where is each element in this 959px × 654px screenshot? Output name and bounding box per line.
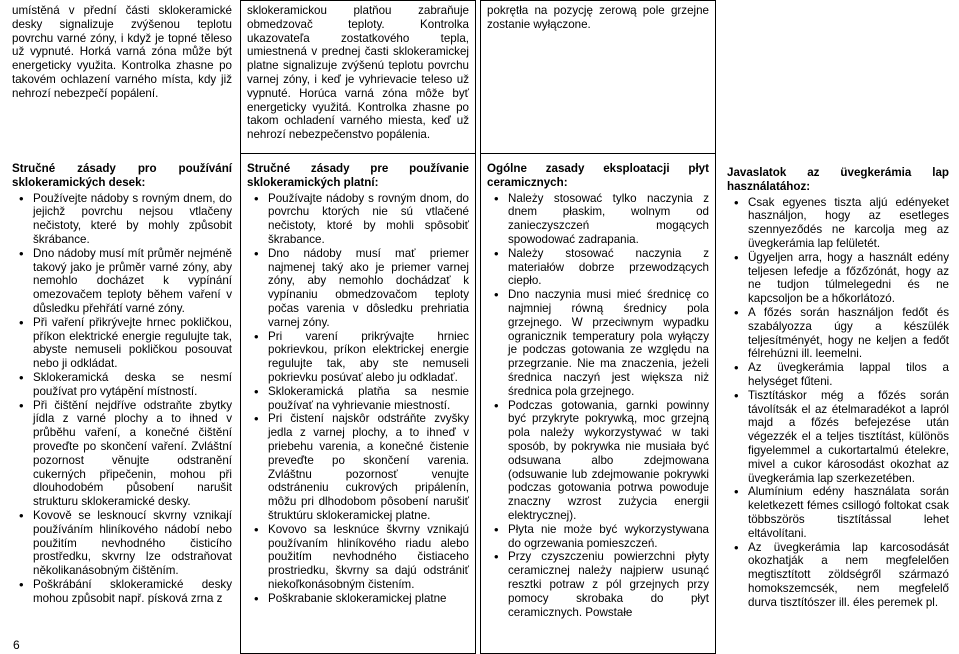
list-item: • Dno nádoby musí mít průměr nejméně takový jako je průměr varné zóny, aby nemohlo docházet k vypínání omezovačem teploty během vaření v důsledku přehřátí varné zóny. [33, 247, 232, 316]
list-item: • Podczas gotowania, garnki powinny być przykryte pokrywką, moc grzejną pola należy wykorzystywać w taki sposób, by pokrywka nie musiała być odsuwana albo zdejmowana (odsuwanie lub zdejmowanie pokrywki podczas gotowania potrwa powoduje znaczny wzrost zużycia energii elektrycznej). [508, 399, 709, 523]
list-item: • Pri čistení najskôr odstráňte zvyšky jedla z varnej plochy, a to ihneď v priebehu varenia, a konečné čistenie preveďte po skončení varenia. Zvláštnu pozornosť venujte odstráneniu cukrových pripálenín, môžu pri dlhodobom pôsobení narušiť štruktúru sklokeramickej platne. [268, 412, 469, 522]
list-item: • Az üvegkerámia lappal tilos a helységet fűteni. [748, 361, 949, 389]
czech-intro-text: umístěná v přední části sklokeramické desky signalizuje zvýšenou teplotu povrchu varné zóny, i když je topné těleso už vypnuté. Horká varná zóna může být energeticky využita. Kontrolka zhasne po takovém ochlazení varného místa, kdy již nehrozí nebezpečí popálení. [12, 4, 232, 100]
page-number: 6 [13, 638, 20, 652]
slovak-heading: Stručné zásady pre používanie sklokeramických platní: [247, 162, 469, 189]
list-item: • Az üvegkerámia lap karcosodását okozhatják a nem megfelelően megtisztított zöldségről származó homokszemcsék, nem megfelelő durva tisztítószer ill. éles peremek pl. [748, 541, 949, 610]
list-item: • Dno nádoby musí mať priemer najmenej taký ako je priemer varnej zóny, aby nemohlo dochádzať k vypínaniu obmedzovačom teploty počas varenia v dôsledku prehriatia varnej zóny. [268, 247, 469, 330]
polish-intro-text: pokrętła na pozycję zerową pole grzejne zostanie wyłączone. [487, 4, 709, 31]
list-item: • Ügyeljen arra, hogy a használt edény teljesen lefedje a főzőzónát, hogy az ne tudjon túlmelegedni és ne kapcsoljon be a hőkorlátozó. [748, 251, 949, 306]
slovak-list [247, 192, 469, 606]
list-item: • Sklokeramická deska se nesmí používat pro vytápění místností. [33, 371, 232, 399]
list-item: • Používejte nádoby s rovným dnem, do jejichž povrchu nejsou vtlačeny nečistoty, které by mohly způsobit škrábance. [33, 192, 232, 247]
polish-heading: Ogólne zasady eksploatacji płyt ceramicznych: [487, 162, 709, 189]
list-item: • Należy stosować naczynia z materiałów dobrze przewodzących ciepło. [508, 247, 709, 288]
list-item: • Kovovo sa lesknúce škvrny vznikajú používaním hliníkového riadu alebo použitím nevhodného čistiaceho prostriedku, škvrny sa dajú odstrániť niekoľkonásobným čistením. [268, 523, 469, 592]
list-item: • Płyta nie może być wykorzystywana do ogrzewania pomieszczeń. [508, 523, 709, 551]
slovak-intro-text: sklokeramickou platňou zabraňuje obmedzovač teploty. Kontrolka ukazovateľa zostatkového tepla, umiestnená v prednej časti sklokeramickej platne signalizuje zvýšenú teplotu povrchu varnej zóny, i keď je vyhrievacie teleso už vypnuté. Horúca varná zóna môže byť energeticky využitá. Kontrolka zhasne po takom ochladení varného miesta, keď už nehrozí nebezpečenstvo popálenia. [247, 4, 469, 142]
list-item: • Při vaření přikrývejte hrnec pokličkou, příkon elektrické energie regulujte tak, abyste nemuseli pokličkou posouvat nebo ji odkládat. [33, 316, 232, 371]
list-item: • Tisztításkor még a főzés során távolítsák el az ételmaradékot a lapról majd a főzés befejezése után végezzék el a teljes tisztítást, különös figyelemmel a cukortartalmú ételekre, mivel a cukor károsodást okozhat az üvegkerámia lap szerkezetében. [748, 389, 949, 486]
hungarian-heading: Javaslatok az üvegkerámia lap használatához: [727, 166, 949, 193]
list-item: • Dno naczynia musi mieć średnicę co najmniej równą średnicy pola grzejnego. W przeciwnym wypadku ogranicznik temperatury pola wyłączy je podczas gotowania ze względu na przegrzanie. Nie ma znaczenia, jeżeli średnica naczyń jest większa niż średnica pola grzejnego. [508, 288, 709, 398]
list-item: • A főzés során használjon fedőt és szabályozza úgy a készülék teljesítményét, hogy ne keljen a fedőt félrehúzni ill. leemelni. [748, 306, 949, 361]
list-item: • Csak egyenes tiszta aljú edényeket használjon, hogy az esetleges szennyeződés ne karcolja meg az üvegkerámia lap felületét. [748, 196, 949, 251]
czech-list [12, 192, 232, 606]
list-item: • Przy czyszczeniu powierzchni płyty ceramicznej należy najpierw usunąć resztki potraw z pól grzejnych przy pomocy skrobaka do płyt ceramicznych. Powstałe [508, 550, 709, 619]
list-item: • Při čištění nejdříve odstraňte zbytky jídla z varné plochy a to ihned v průběhu vaření, a konečné čištění proveďte po skončení vaření. Zvláštní pozornost věnujte odstranění cukerných připečenin, mohou při dlouhodobém působení narušit strukturu sklokeramické desky. [33, 399, 232, 509]
list-item: • Poškrábání sklokeramické desky mohou způsobit např. písková zrna z [33, 578, 232, 606]
column-czech [12, 4, 232, 606]
list-item: • Kovově se lesknoucí skvrny vznikají používáním hliníkového nádobí nebo použitím nevhodného čisticího prostředku, skvrny lze odstraňovat několikanásobným čištěním. [33, 509, 232, 578]
list-item: • Należy stosować tylko naczynia z dnem płaskim, wolnym od zanieczyszczeń mogących spowodować zadrapania. [508, 192, 709, 247]
column-polish [487, 4, 709, 619]
column-hungarian [727, 166, 949, 610]
list-item: • Alumínium edény használata során keletkezett fémes csillogó foltokat csak többszörös tisztítással lehet eltávolítani. [748, 485, 949, 540]
list-item: • Používajte nádoby s rovným dnom, do povrchu ktorých nie sú vtlačené nečistoty, ktoré by mohli spôsobiť škrabance. [268, 192, 469, 247]
list-item: • Poškrabanie sklokeramickej platne [268, 592, 469, 606]
hungarian-list [727, 196, 949, 610]
list-item: • Sklokeramická platňa sa nesmie používať na vyhrievanie miestností. [268, 385, 469, 413]
list-item: • Pri varení prikrývajte hrniec pokrievkou, príkon elektrickej energie regulujte tak, aby ste nemuseli pokrievku posúvať alebo ju odkladať. [268, 330, 469, 385]
czech-heading: Stručné zásady pro používání sklokeramických desek: [12, 162, 232, 189]
polish-list [487, 192, 709, 620]
column-slovak [247, 4, 469, 606]
